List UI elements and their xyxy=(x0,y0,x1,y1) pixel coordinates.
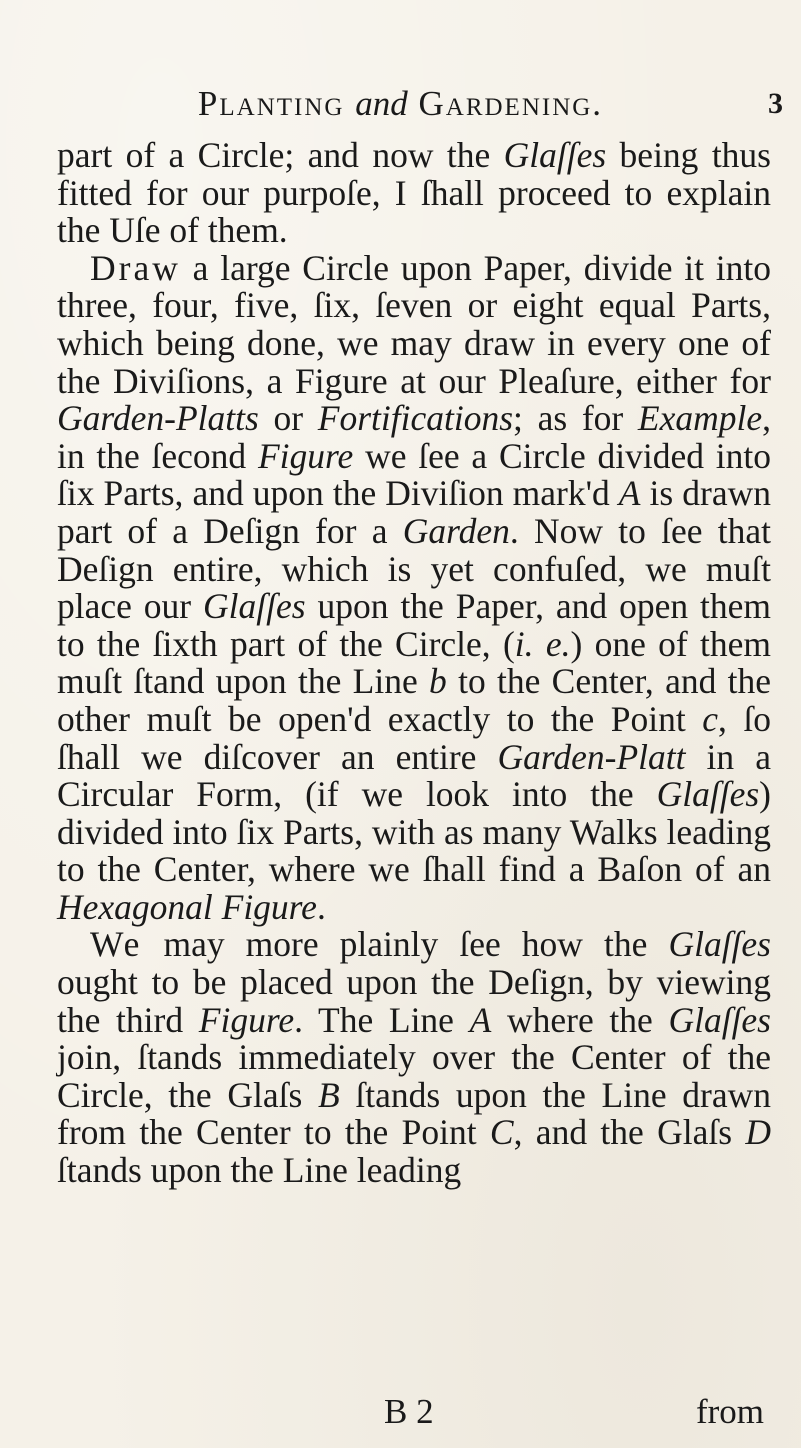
catchword: from xyxy=(696,1392,765,1431)
text-run: ) one of them muſt ſtand upon the Line xyxy=(57,623,772,702)
text-run: may more plainly ſee how the xyxy=(142,924,669,965)
text-run: where the xyxy=(491,999,669,1040)
italic-text: Glaſſes xyxy=(668,999,772,1040)
text-run: ſtands upon the Line leading xyxy=(57,1150,462,1191)
italic-text: A xyxy=(469,999,492,1040)
italic-text: b xyxy=(429,661,447,702)
text-run: is drawn part of a Deſign for a xyxy=(57,473,771,551)
italic-text: A xyxy=(618,473,641,514)
italic-text: Figure xyxy=(257,435,354,476)
italic-text: Glaſſes xyxy=(503,135,607,175)
italic-text: C xyxy=(489,1112,514,1153)
paragraph xyxy=(57,137,771,250)
text-run: . xyxy=(316,886,326,927)
signature-mark: B 2 xyxy=(384,1392,434,1431)
italic-text: Garden xyxy=(402,510,510,551)
italic-text: Fortifications xyxy=(317,398,514,439)
text-run: join, ſtands immediately over the Center of the Circle, the Glaſs xyxy=(57,1037,771,1115)
text-run: a large Circle upon Paper, divide it into three, four, five, ſix, ſeven or eight equal Parts, which being done, we may draw in every one of the Diviſions, a Figure at our Pleaſure, either for xyxy=(57,247,771,401)
running-head xyxy=(0,76,801,132)
body-text xyxy=(57,137,771,1190)
paragraph-opening-word: Draw xyxy=(90,247,181,288)
page-number: 3 xyxy=(768,87,783,120)
text-run: part of a Circle; and now the xyxy=(57,135,504,175)
text-run: , ſo ſhall we diſcover an entire xyxy=(57,698,771,777)
italic-text: c xyxy=(702,698,718,739)
text-run: or xyxy=(258,398,318,439)
italic-text: Garden-Platts xyxy=(57,398,259,439)
page-header xyxy=(0,76,801,132)
text-run: being thus fitted for our purpoſe, I ſhall proceed to explain the Uſe of them. xyxy=(57,135,771,251)
text-run: ) divided into ſix Parts, with as many Walks leading to the Center, where we ſhall find a Baſon of an xyxy=(57,774,771,890)
italic-text: Figure xyxy=(198,999,295,1040)
running-head-planting: Planting xyxy=(197,84,345,123)
italic-text: Garden-Platt xyxy=(497,736,686,777)
text-run: ; as for xyxy=(513,398,638,439)
text-run: we ſee a Circle divided into ſix Parts, and upon the Diviſion mark'd xyxy=(57,435,772,514)
paragraph xyxy=(57,926,771,1189)
text-run: upon the Paper, and open them to the ſixth part of the Circle, ( xyxy=(57,586,771,664)
text-run: ought to be placed upon the Deſign, by viewing the third xyxy=(57,962,771,1040)
paragraph xyxy=(57,247,772,927)
italic-text: Example xyxy=(637,398,763,439)
running-head-and: and xyxy=(355,84,408,123)
page-footer xyxy=(0,1392,801,1432)
italic-text: B xyxy=(317,1074,340,1115)
text-run: ſtands upon the Line drawn from the Center to the Point xyxy=(57,1074,772,1153)
text-run: in a Circular Form, (if we look into the xyxy=(57,736,771,815)
text-run: , and the Glaſs xyxy=(513,1112,746,1153)
italic-text: Hexagonal Figure xyxy=(57,886,317,927)
italic-text: i. e. xyxy=(514,623,571,664)
paragraph-opening-word: We xyxy=(90,924,143,965)
text-run: . Now to ſee that Deſign entire, which is yet confuſed, we muſt place our xyxy=(57,510,771,627)
italic-text: Glaſſes xyxy=(668,924,771,965)
italic-text: Glaſſes xyxy=(656,774,760,815)
text-run: to the Center, and the other muſt be open'd exactly to the Point xyxy=(57,661,771,739)
running-head-gardening: Gardening. xyxy=(418,84,604,123)
italic-text: D xyxy=(745,1112,771,1153)
italic-text: Glaſſes xyxy=(203,586,306,627)
text-run: , in the ſecond xyxy=(57,398,771,476)
text-run: . The Line xyxy=(294,999,470,1040)
